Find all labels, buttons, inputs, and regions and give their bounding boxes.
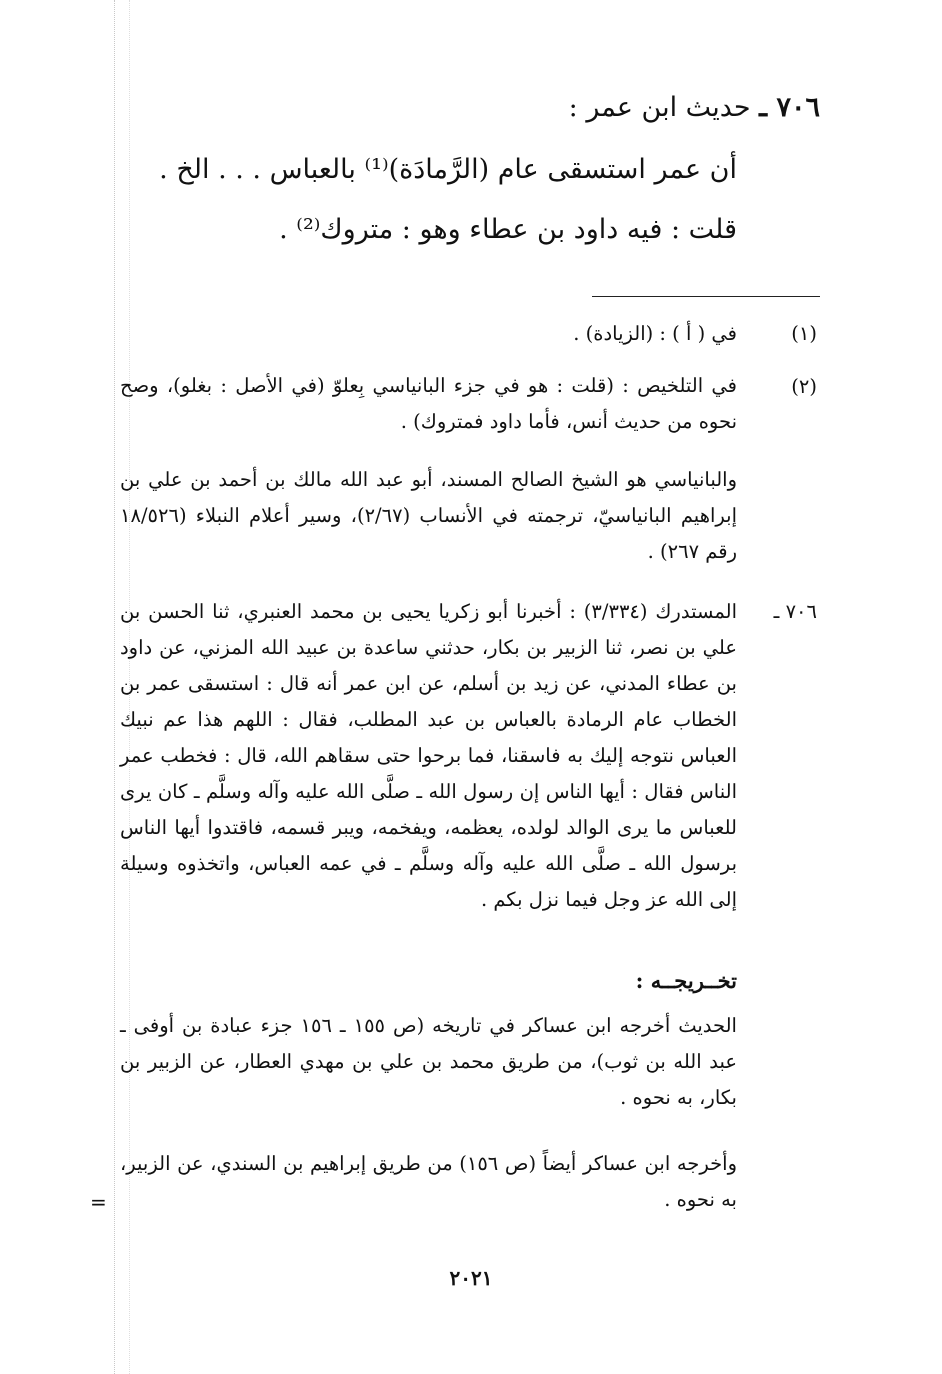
footnote-text: في ( أ ) : (الزيادة) . xyxy=(573,322,737,345)
hadith-text: أن عمر استسقى عام (الرَّمادَة)⁽¹⁾ بالعباس . . . الخ . xyxy=(159,154,737,185)
mustadrak-number: ٧٠٦ ـ xyxy=(773,600,817,623)
footnote-separator xyxy=(592,296,820,297)
hadith-number: ٧٠٦ ـ xyxy=(759,92,820,123)
takhrij-paragraph: وأخرجه ابن عساكر أيضاً (ص ١٥٦) من طريق إبراهيم بن السندي، عن الزبير، به نحوه . xyxy=(120,1152,737,1211)
hadith-heading xyxy=(569,92,820,124)
takhrij-paragraph: الحديث أخرجه ابن عساكر في تاريخه (ص ١٥٥ ـ ١٥٦ جزء عبادة بن أوفى ـ عبد الله بن ثوب)، من طريق محمد بن علي بن مهدي العطار، عن الزبير بن بكار، به نحوه . xyxy=(120,1014,737,1109)
continuation-marker: = xyxy=(90,1190,107,1214)
hadith-title: حديث ابن عمر : xyxy=(568,92,751,123)
qult-text: قلت : فيه داود بن عطاء وهو : متروك⁽²⁾ . xyxy=(279,214,737,245)
page-edge-line xyxy=(114,0,115,1374)
mustadrak-text: المستدرك (٣/٣٣٤) : أخبرنا أبو زكريا يحيى بن محمد العنبري، ثنا الحسن بن علي بن نصر، ثنا الزبير بن بكار، حدثني ساعدة بن عبيد الله المزني، عن داود بن عطاء المدني، عن زيد بن أسلم، عن ابن عمر أنه قال : استسقى عمر بن الخطاب عام الرمادة بالعباس بن عبد المطلب، فقال : اللهم هذا عم نبيك العباس نتوجه إليك به فاسقنا، فما برحوا حتى سقاهم الله، قال : فخطب عمر الناس فقال : أيها الناس إن رسول الله ـ صلَّى الله عليه وآله وسلَّم ـ كان يرى للعباس ما يرى الوالد لولده، يعظمه، ويفخمه، ويبر قسمه، فاقتدوا أيها الناس برسول الله ـ صلَّى الله عليه وآله وسلَّم ـ في عمه العباس، واتخذوه وسيلة إلى الله عز وجل فيما نزل بكم . xyxy=(120,600,737,911)
footnote-text: في التلخيص : (قلت : هو في جزء البانياسي بِعلوّ (في الأصل : بغلو)، وصح نحوه من حديث أنس، فأما داود فمتروك) . xyxy=(120,374,737,433)
footnote-number: (١) xyxy=(791,322,817,345)
takhrij-heading: تخــريجــه : xyxy=(635,968,737,993)
page-number: ٢٠٢١ xyxy=(449,1266,493,1290)
footnote-number: (٢) xyxy=(791,375,817,398)
footnote-text: والبانياسي هو الشيخ الصالح المسند، أبو عبد الله مالك بن أحمد بن علي بن إبراهيم البانياسيّ، ترجمته في الأنساب (٢/٦٧)، وسير أعلام النبلاء (١٨/٥٢٦ رقم ٢٦٧) . xyxy=(120,468,737,563)
